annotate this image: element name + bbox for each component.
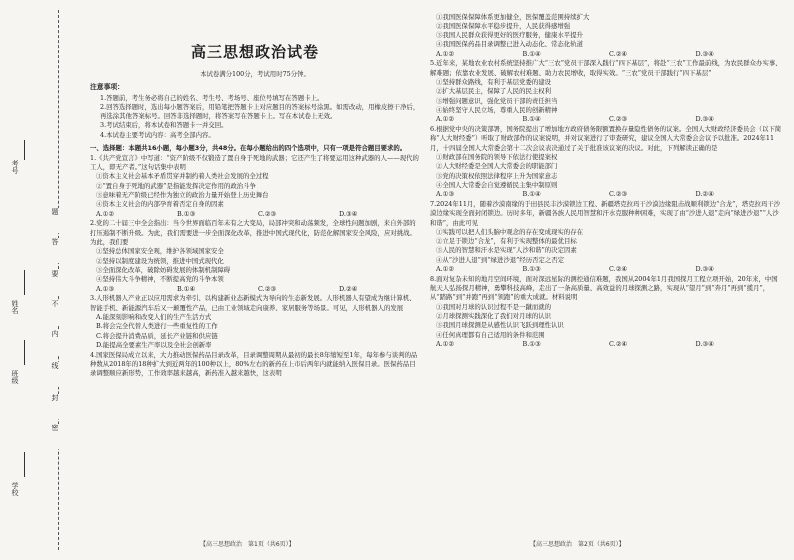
question-option: ③党的决策权依照法律程序上升为国家意志 [436, 171, 558, 180]
left-column [90, 12, 420, 379]
field-class: 班级 [11, 370, 19, 384]
answer-choice: C.②③ [609, 190, 628, 199]
answer-choice: B.①③ [522, 339, 541, 348]
question-option: ②“置自身于死地的武器”是指能发挥决定作用的政治斗争 [96, 181, 256, 190]
question-option: ③我国月球探测是从感性认识飞跃到理性认识 [436, 321, 564, 330]
field-line [24, 140, 25, 160]
note-item: 1.答题前，考生务必将自己的姓名、考生号、考场号、座位号填写在答题卡上。 [100, 93, 324, 102]
answer-choice: A.①② [436, 49, 455, 58]
answer-choice: A.①③ [436, 190, 455, 199]
seal-text: 密 [51, 424, 59, 449]
answer-choice: D.③④ [695, 265, 714, 274]
question-option: ④资本主义社会的内部孕育着否定自身的因素 [96, 200, 224, 209]
question-option: ②扩大基层民主，保障了人民的民主权利 [436, 87, 552, 96]
page-footer: 【高三思想政治 第2页（共6页）】 [530, 541, 625, 548]
question-option: ③增强问题意识，强化党员干部的责任担当 [436, 96, 558, 105]
question [430, 275, 782, 349]
question-option: ①我国对月球的认识过程不是一蹴而就的 [436, 302, 552, 311]
question-option: ②人大财经委是全国人大常委会的职能部门 [436, 162, 558, 171]
question-option: ④任何真理都有自己适用的条件和范围 [436, 330, 545, 339]
answer-choice: D.②④ [339, 284, 358, 293]
answer-choices [430, 265, 782, 274]
note-item: 4.本试卷主要考试内容：高考全部内容。 [100, 130, 215, 139]
right-column [430, 12, 782, 349]
field-school: 学校 [11, 482, 19, 496]
question-option: ③人民的智慧和汗水是实现“人沙和谐”的决定因素 [436, 246, 577, 255]
question [430, 59, 782, 124]
question-option: A.能深刻影响和改变人们的生产生活方式 [96, 312, 212, 321]
answer-choice: A.①② [436, 115, 455, 124]
question-option: D.能提高全要素生产率以及全社会创新率 [96, 340, 212, 349]
answer-choice: A.①② [436, 339, 455, 348]
question-stem: 6.根据党中央的决策部署，国务院提出了增加地方政府债务限额置换存量隐性债务的议案。全国人大财政经济委员会（以下简称“人大财经委”）听取了财政部作的议案说明，并对议案进行了审查研究，建议全国人大常委会会议予以批准。2024年11月，十四届全国人大常委会第十二次会议表决通过了关于批准该议案的决议。对此，下列解读正确的是 [430, 125, 782, 152]
answer-choice: D.③④ [695, 49, 714, 58]
question-option: ④始终坚守人民立场，尊重人民的创新精神 [436, 105, 558, 114]
field-name: 姓名 [11, 300, 19, 314]
question [90, 219, 420, 293]
question-option: B.将会完全代替人类进行一些重复性的工作 [96, 322, 218, 331]
question-stem: 4.国家医保局成立以来，大力推动医保药品目录改革，目录调整周期从最初的最长8年缩短至1年，每年参与谈判的品种数从2018年的18种扩大到近两年的100种以上，80%左右的新药在上市后两年内就能纳入医保目录。医保药品目录调整顺应新形势，工作效率越来越高，新药准入越来越快，这表明 [90, 350, 418, 378]
seal-text: 封 [51, 394, 59, 419]
seal-text: 要 [51, 270, 59, 295]
question-option: ①我国医保保障体系更加健全，医保覆盖范围持续扩大 [436, 12, 590, 21]
question-option: ①坚持群众路线，有利于基层党委的建设 [436, 78, 552, 87]
answer-choice: A.①③ [96, 284, 115, 293]
question-option: ④从“沙进人退”到“绿进沙退”经历否定之否定 [436, 255, 565, 264]
answer-choice: C.②③ [609, 115, 628, 124]
page-footer: 【高三思想政治 第1页（共6页）】 [200, 541, 295, 548]
binding-margin [0, 0, 84, 560]
field-line [24, 270, 25, 295]
question-option: ②月球探测实践深化了我们对月球的认识 [436, 312, 552, 320]
question [430, 125, 782, 199]
answer-choice: D.③④ [339, 209, 358, 218]
field-line [24, 452, 25, 477]
question-list [90, 154, 420, 379]
answer-choice: D.③④ [695, 339, 714, 348]
question-option: ③我国人民群众获得更好的医疗服务，健康水平提升 [436, 31, 583, 40]
answer-choice: C.②③ [258, 284, 277, 293]
answer-choices [430, 50, 782, 59]
question-stem: 2.党的二十届三中全会指出：当今世界面临百年未有之大变局，局部冲突和动荡频发，全球性问题加剧，来自外部的打压遏制不断升级。为此，我们需要进一步全面深化改革，推进中国式现代化，防范化解国家安全风险，应对挑战。为此，我们要 [90, 219, 416, 247]
seal-text: 线 [51, 362, 59, 387]
question-option: ④坚持伟大斗争精神，不断提高党的斗争本领 [96, 275, 224, 284]
seal-text: 不 [51, 300, 59, 325]
score-time-note: 本试卷满分100分，考试用时75分钟。 [200, 70, 310, 78]
answer-choices [430, 115, 782, 124]
question-option: ④我国医保药品目录调整已进入动态化、常态化轨道 [436, 40, 583, 49]
answer-choices [90, 285, 420, 294]
question-option: ④全国人大常委会自觉遵循民主集中制原则 [436, 180, 558, 189]
question-option: ①实践可以把人们头脑中观念的存在变成现实的存在 [436, 227, 583, 236]
question-stem: 3.人形机器人产业正以应用需求为牵引、以构建新业态新模式为导向的生态新发展。人形机器人有望成为继计算机、智能手机、新能源汽车后又一颠覆性产品，已由工业领域走向康养、家居服务等场景。可见，人形机器人的发展 [90, 294, 416, 312]
answer-choices [430, 190, 782, 199]
answer-choices [430, 340, 782, 349]
answer-choice: C.②④ [609, 265, 628, 274]
seal-text: 题 [51, 208, 59, 233]
answer-choices [90, 210, 420, 219]
answer-choice: B.①④ [522, 49, 541, 58]
answer-choice: C.②③ [258, 209, 277, 218]
answer-choice: B.①④ [177, 284, 196, 293]
note-item: 3.考试结束后，将本试卷和答题卡一并交回。 [100, 121, 228, 130]
page-title: 高三思想政治试卷 [190, 43, 319, 61]
question-list [430, 13, 782, 350]
question [90, 294, 420, 350]
question-option: ②我国医保保障水平稳步提升，人民获得感增强 [436, 21, 571, 30]
seal-text: 答 [51, 238, 59, 263]
question-option: ①资本主义社会基本矛盾贯穿并制约着人类社会发展的全过程 [96, 172, 269, 181]
notes-heading: 注意事项： [90, 83, 124, 92]
answer-choice: D.③④ [695, 115, 714, 124]
question [90, 351, 420, 379]
question-stem: 8.面对复杂未知的地月空间环境，面对深远星际的测控通信难题，我国从2004年1月我国探月工程立项开始，20年来，中国航天人弘扬探月精神，勇攀科技高峰，走出了一条高质量、高效益的月球探测之路，实现从“望月”到“奔月”再到“揽月”，从“踏路”到“并跑”再到“领跑”的重大成就。材料说明 [430, 274, 778, 302]
field-line [24, 340, 25, 365]
question [90, 154, 420, 219]
answer-choice: B.①③ [177, 209, 196, 218]
question-option: ①财政部在国务院的领导下依法行使提案权 [436, 152, 558, 161]
field-exam-number: 考号 [11, 160, 19, 174]
question-option: ③全面深化改革，破除妨碍发展的体制机制障碍 [96, 265, 231, 274]
answer-choice: C.②④ [609, 339, 628, 348]
answer-choice: C.②④ [609, 49, 628, 58]
question-stem: 7.2024年11月，随着沙漠南缘的于田县民丰沙漠锁边工程、新疆塔克拉玛干沙漠边缘阻击战顺利锁边“合龙”，塔克拉玛干沙漠边缘实现全面封闭锁边。历时多年，新疆各族人民用智慧和汗水克服种种困难，实现了由“沙进人退”走向“绿进沙退”“人沙和谐”，由此可见 [430, 199, 781, 227]
note-item: 2.回答选择题时，选出每小题答案后，用铅笔把答题卡上对应题目的答案标号涂黑。如需改动，用橡皮擦干净后，再选涂其他答案标号。回答非选择题时，将答案写在答题卡上。写在本试卷上无效。 [100, 102, 420, 121]
question [430, 200, 782, 274]
seal-text: 内 [51, 330, 59, 355]
question-option: ②坚持以制度建设为统领，推进中国式现代化 [96, 256, 224, 265]
section-heading: 一、选择题：本题共16小题，每小题3分，共48分。在每小题给出的四个选项中，只有一项是符合题目要求的。 [90, 144, 407, 153]
answer-choice: B.①④ [522, 115, 541, 124]
question-option: ②立足于锁边“合龙”，有利于实现整体的最优目标 [436, 237, 577, 246]
answer-choice: A.①② [436, 265, 455, 274]
question-option: ①坚持总体国家安全观，维护各领域国家安全 [96, 247, 224, 256]
question [430, 13, 782, 59]
question-option: C.将会提升消费品质，延长产业链和供应链 [96, 331, 218, 340]
answer-choice: A.①② [96, 209, 115, 218]
question-stem: 1.《共产党宣言》中写道：“资产阶级不仅锻造了置自身于死地的武器；它还产生了将要运用这种武器的人——现代的工人，即无产者。”这句话集中表明 [90, 153, 419, 172]
answer-choice: D.②④ [695, 190, 714, 199]
answer-choice: B.①④ [522, 190, 541, 199]
answer-choice: B.①③ [522, 265, 541, 274]
question-option: ③意味着无产阶级已经作为独立的政治力量开始登上历史舞台 [96, 191, 269, 200]
question-stem: 5.近年来，某地农业农村系统坚持推广大“三农”党员干部深入践行“四下基层”，将赴“三农”工作最前线，为农民群众办实事、解难题；依靠农业发展、破解农村难题、助力农民增收，取得实效。“三农”党员干部践行“四下基层” [430, 59, 782, 77]
